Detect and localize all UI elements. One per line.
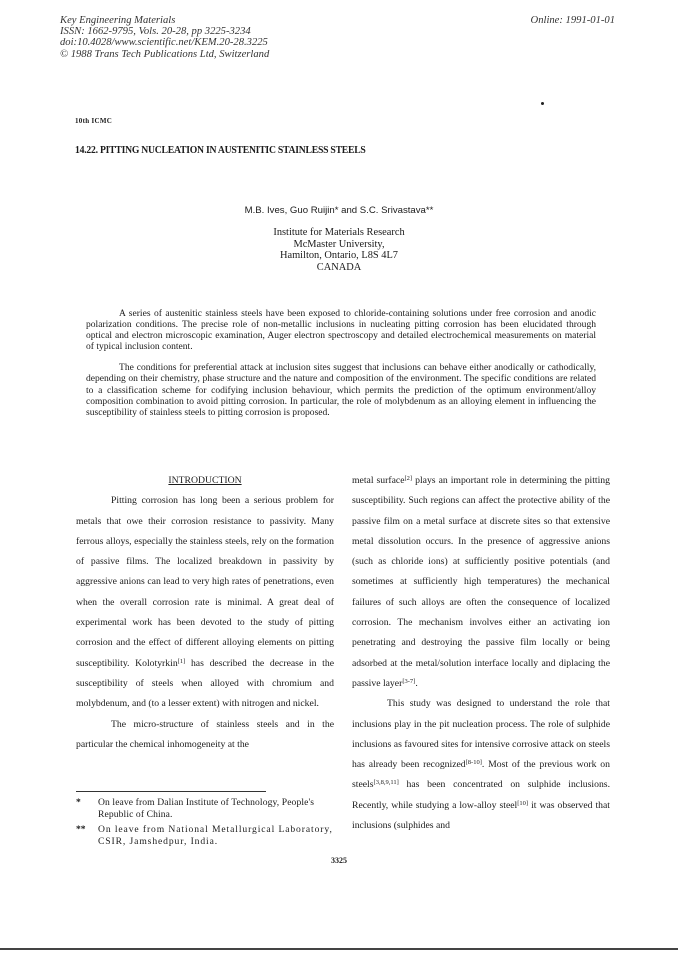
- footnote-separator: [76, 791, 266, 792]
- section-heading: INTRODUCTION: [168, 475, 242, 486]
- citation: [3,8,9,11]: [373, 779, 399, 787]
- page-number: 3325: [331, 856, 347, 865]
- body-column-left: [76, 471, 334, 755]
- body-paragraph: The micro-structure of stainless steels and in the particular the chemical inhomogeneity at the: [76, 718, 334, 750]
- body-column-right: [352, 471, 610, 836]
- affiliation-line: McMaster University,: [293, 238, 385, 250]
- journal-name: Key Engineering Materials: [60, 15, 176, 26]
- affiliation-line: Institute for Materials Research: [273, 227, 405, 238]
- footnote: [76, 797, 338, 820]
- footnote-text: On leave from Dalian Institute of Technology, People's Republic of China.: [98, 797, 315, 820]
- paper-title: 14.22. PITTING NUCLEATION IN AUSTENITIC STAINLESS STEELS: [75, 145, 366, 156]
- footnote: [76, 824, 338, 847]
- scan-speck: [541, 102, 544, 105]
- abstract: [86, 308, 596, 428]
- online-date: Online: 1991-01-01: [530, 15, 615, 26]
- citation: [1]: [177, 657, 186, 665]
- affiliation-line: Hamilton, Ontario, L8S 4L7: [279, 250, 399, 262]
- footnote-mark: *: [76, 797, 81, 808]
- footnote-text: On leave from National Metallurgical Laboratory, CSIR, Jamshedpur, India.: [98, 824, 333, 847]
- copyright-line: © 1988 Trans Tech Publications Ltd, Switzerland: [60, 48, 270, 60]
- authors: M.B. Ives, Guo Ruijin* and S.C. Srivastava**: [244, 205, 434, 216]
- citation: [2]: [404, 475, 413, 482]
- citation: [8-10]: [465, 759, 482, 767]
- issn-line: ISSN: 1662-9795, Vols. 20-28, pp 3225-3234: [60, 26, 251, 38]
- affiliation-line: CANADA: [316, 261, 362, 273]
- abstract-paragraph: A series of austenitic stainless steels have been exposed to chloride-containing solutions under free corrosion and anodic polarization conditions. The precise role of non-metallic inclusions in nucleating pitting corrosion has been elucidated through optical and electron microscopic examination, Auger electron spectroscopy and detailed electrochemical measurements on material of typical inclusion content.: [86, 308, 596, 353]
- page-bottom-rule: [0, 948, 678, 950]
- doi-line: doi:10.4028/www.scientific.net/KEM.20-28.3225: [60, 37, 268, 49]
- footnote-mark: **: [76, 824, 86, 835]
- body-paragraph: metal surface[2] plays an important role in determining the pitting susceptibility. Such regions can affect the protective ability of the passive film on a metal surface at discrete sites so that extensive metal dissolution occurs. In the presence of aggressive anions (such as chloride ions) at sufficiently positive potentials (and sometimes at sufficiently high temperatures) the mechanical failures of such alloys are often the consequence of localized corrosion. The mechanism involves either an activating ion penetrating and destroying the passive film locally or being adsorbed at the metal/solution interface locally and diplacing the passive layer[3-7].: [352, 475, 610, 689]
- citation: [10]: [517, 799, 529, 807]
- body-paragraph: Pitting corrosion has long been a serious problem for metals that owe their corrosion resistance to passivity. Many ferrous alloys, especially the stainless steels, rely on the formation of passive films. The localized breakdown in passivity by aggressive anions can lead to very high rates of penetrations, even when the overall corrosion rate is minimal. A great deal of experimental work has been devoted to the study of pitting corrosion and the effect of different alloying elements on pitting susceptibility. Kolotyrkin[1] has described the decrease in the susceptibility of steels when alloyed with chromium and molybdenum, and (to a lesser extent) with nitrogen and nickel.: [76, 495, 334, 710]
- conference-label: 10th ICMC: [75, 117, 113, 125]
- journal-header: [60, 15, 269, 60]
- affiliation: [0, 227, 678, 273]
- abstract-paragraph: The conditions for preferential attack at inclusion sites suggest that inclusions can behave either anodically or cathodically, depending on their chemistry, phase structure and the nature and composition of the environment. The specific conditions are related to a classification scheme for codifying inclusion behaviour, which permits the prediction of the optimum environment/alloy composition combination to avoid pitting corrosion. In particular, the role of molybdenum as an alloying element in influencing the susceptibility of stainless steels to pitting corrosion is proposed.: [86, 362, 596, 418]
- citation: [3-7]: [402, 677, 416, 685]
- body-paragraph: This study was designed to understand the role that inclusions play in the pit nucleation process. The role of sulphide inclusions as favoured sites for intensive corrosive attack on steels has already been recognized[8-10]. Most of the previous work on steels[3,8,9,11] has been concentrated on sulphide inclusions. Recently, while studying a low-alloy steel[10] it was observed that inclusions (sulphides and: [352, 698, 610, 832]
